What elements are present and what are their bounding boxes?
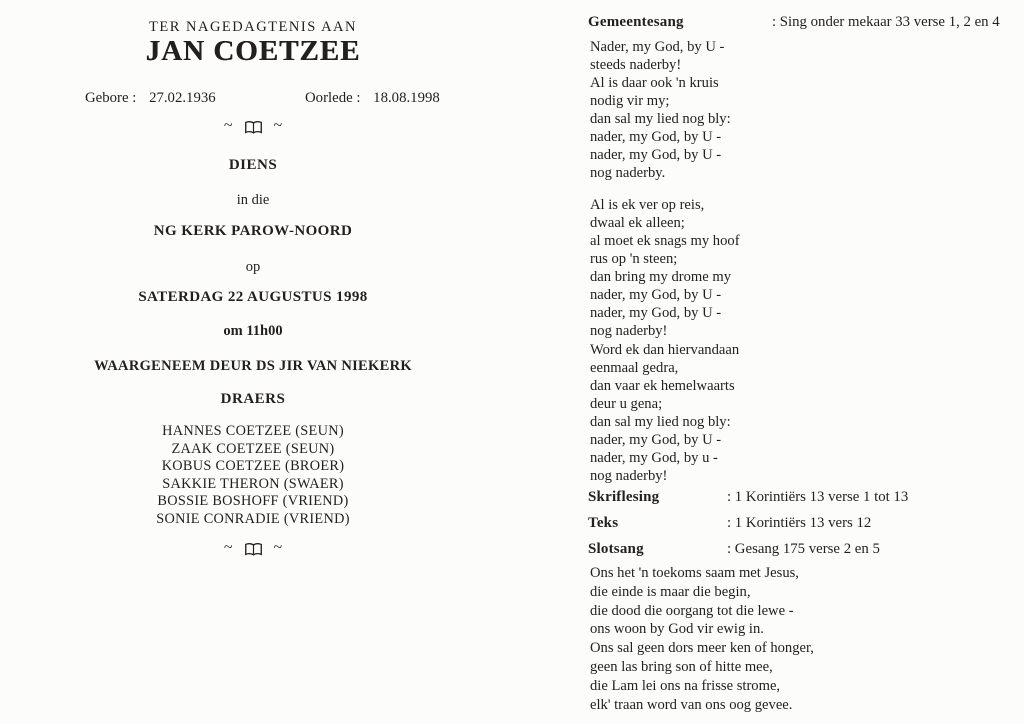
verse-line: ons woon by God vir ewig in.: [590, 621, 764, 638]
hymn-stanza-1: [590, 38, 731, 182]
officiant-line: WAARGENEEM DEUR DS JIR VAN NIEKERK: [94, 358, 412, 374]
service-time: om 11h00: [223, 323, 283, 339]
text-reference-label: Teks: [588, 515, 619, 531]
verse-line: dwaal ek alleen;: [590, 215, 685, 231]
text-reference-row: [588, 515, 1024, 534]
bearer-item: SONIE CONRADIE (VRIEND): [156, 510, 350, 527]
scripture-reading-row: [588, 489, 1024, 508]
verse-line: nader, my God, by U -: [590, 432, 722, 448]
verse-line: Word ek dan hiervandaan: [590, 342, 740, 358]
died-date: 18.08.1998: [373, 90, 440, 106]
verse-line: deur u gena;: [590, 396, 663, 412]
tilde-left: ~: [223, 539, 233, 556]
left-column: [0, 0, 506, 724]
verse-line: nader, my God, by U -: [590, 305, 722, 321]
scripture-reading-label: Skriflesing: [588, 489, 660, 505]
congregational-song-row: [588, 14, 1024, 33]
closing-stanza: [590, 564, 814, 714]
church-name: NG KERK PAROW-NOORD: [153, 223, 353, 239]
verse-line: rus op 'n steen;: [590, 251, 678, 267]
verse-line: nader, my God, by U -: [590, 129, 722, 145]
verse-line: Ons sal geen dors meer ken of honger,: [590, 640, 814, 657]
bearer-item: KOBUS COETZEE (BROER): [161, 458, 345, 475]
born-label: Gebore :: [85, 90, 137, 106]
bearer-item: HANNES COETZEE (SEUN): [162, 423, 344, 439]
tilde-right: ~: [273, 539, 283, 556]
closing-song-label: Slotsang: [588, 541, 644, 557]
verse-line: dan vaar ek hemelwaarts: [590, 378, 735, 394]
memorial-line: TER NAGEDAGTENIS AAN: [148, 19, 357, 35]
service-date: SATERDAG 22 AUGUSTUS 1998: [138, 289, 368, 305]
verse-line: dan sal my lied nog bly:: [590, 111, 731, 127]
preposition-in-die: in die: [236, 192, 270, 208]
verse-line: geen las bring son of hitte mee,: [590, 658, 773, 675]
verse-line: Ons het 'n toekoms saam met Jesus,: [590, 565, 799, 581]
verse-line: al moet ek snags my hoof: [590, 233, 740, 249]
open-book-icon: [244, 542, 263, 557]
scripture-reading-value: : 1 Korintiërs 13 verse 1 tot 13: [727, 489, 909, 505]
verse-line: nodig vir my;: [590, 93, 670, 109]
tilde-left: ~: [223, 117, 233, 134]
dates-row: [0, 90, 506, 108]
bearer-item: BOSSIE BOSHOFF (VRIEND): [157, 493, 349, 510]
verse-line: nog naderby.: [590, 165, 666, 181]
verse-line: die einde is maar die begin,: [590, 583, 751, 600]
verse-line: die Lam lei ons na frisse strome,: [590, 677, 781, 694]
verse-line: dan sal my lied nog bly:: [590, 414, 731, 430]
open-book-icon: [244, 120, 263, 135]
died-group: [305, 90, 440, 107]
service-heading: DIENS: [228, 157, 278, 173]
hymn-stanza-3: [590, 341, 739, 485]
verse-line: die dood die oorgang tot die lewe -: [590, 602, 794, 619]
bearer-item: SAKKIE THERON (SWAER): [162, 475, 344, 492]
congregational-song-value: : Sing onder mekaar 33 verse 1, 2 en 4: [772, 14, 1000, 30]
congregational-song-label: Gemeentesang: [588, 14, 684, 30]
verse-line: nader, my God, by U -: [590, 147, 722, 163]
verse-line: Nader, my God, by U -: [590, 39, 725, 55]
died-label: Oorlede :: [305, 90, 361, 106]
verse-line: nader, my God, by u -: [590, 450, 718, 466]
verse-line: eenmaal gedra,: [590, 360, 679, 376]
right-column: [588, 0, 1024, 724]
divider-bottom: [0, 540, 506, 558]
verse-line: nader, my God, by U -: [590, 287, 722, 303]
closing-song-value: : Gesang 175 verse 2 en 5: [727, 541, 880, 557]
tilde-right: ~: [273, 117, 283, 134]
born-date: 27.02.1936: [149, 90, 216, 106]
verse-line: Al is daar ook 'n kruis: [590, 75, 719, 91]
hymn-stanza-2: [590, 196, 740, 340]
deceased-name: JAN COETZEE: [145, 35, 361, 67]
closing-song-row: [588, 541, 1024, 560]
born-group: [85, 90, 216, 107]
bearer-item: ZAAK COETZEE (SEUN): [171, 440, 335, 457]
verse-line: Al is ek ver op reis,: [590, 197, 705, 213]
verse-line: elk' traan word van ons oog gevee.: [590, 696, 793, 713]
bearers-list: [0, 423, 506, 529]
text-reference-value: : 1 Korintiërs 13 vers 12: [727, 515, 872, 531]
preposition-op: op: [245, 259, 261, 275]
verse-line: steeds naderby!: [590, 57, 682, 73]
bearers-heading: DRAERS: [220, 391, 286, 407]
verse-line: nog naderby!: [590, 323, 668, 339]
verse-line: nog naderby!: [590, 468, 668, 484]
divider-top: [0, 118, 506, 136]
verse-line: dan bring my drome my: [590, 269, 732, 285]
